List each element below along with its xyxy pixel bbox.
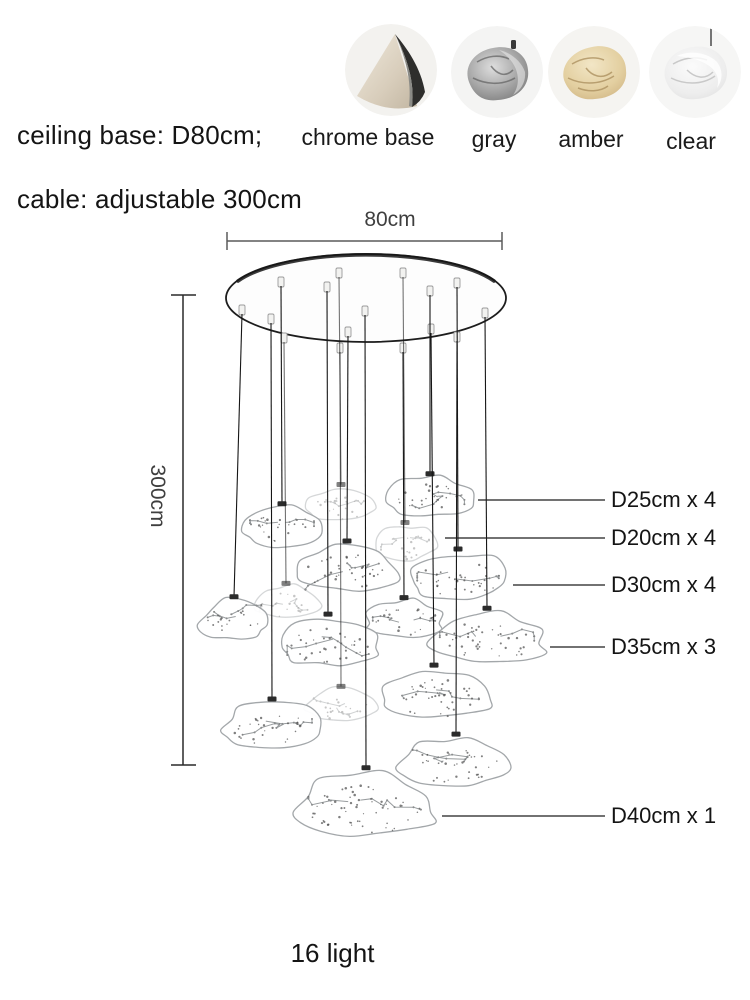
glass-cloud-pendant <box>376 527 438 561</box>
size-label-d20: D20cm x 4 <box>611 525 717 550</box>
pendant-cap <box>452 732 461 737</box>
swatch-label-clear: clear <box>666 128 716 154</box>
size-label-d40: D40cm x 1 <box>611 803 717 828</box>
spec-cable-length: cable: adjustable 300cm <box>17 184 303 214</box>
glass-cloud-pendant <box>366 598 443 637</box>
canopy-connector <box>362 306 368 316</box>
pendant-cap <box>454 547 463 552</box>
pendant-cap <box>426 471 435 476</box>
pendant-cap <box>324 612 333 617</box>
pendant-cap <box>430 663 439 668</box>
glass-cloud-pendant <box>411 555 506 599</box>
swatch-label-amber: amber <box>558 126 624 152</box>
swatch-label-chrome-base: chrome base <box>301 124 435 150</box>
canopy-connector <box>345 327 351 337</box>
pendant-cap <box>400 595 409 600</box>
glass-cloud-pendant <box>427 610 547 661</box>
size-label-d35: D35cm x 3 <box>611 634 717 659</box>
pendant-cap <box>282 581 291 586</box>
size-label-d30: D30cm x 4 <box>611 572 717 597</box>
width-dimension-label: 80cm <box>364 208 416 231</box>
glass-cloud-pendant <box>221 702 321 748</box>
height-dimension-label: 300cm <box>146 464 169 528</box>
canopy-connector <box>239 305 245 315</box>
pendant-cap <box>230 594 239 599</box>
width-dimension-line <box>227 232 502 250</box>
pendant-cap <box>401 520 410 525</box>
pendant-cap <box>268 696 277 701</box>
canopy-connector <box>400 268 406 278</box>
canopy-connector <box>336 268 342 278</box>
glass-cloud-pendant <box>386 475 474 516</box>
height-dimension-line <box>171 295 196 765</box>
light-count-label: 16 light <box>290 938 375 968</box>
glass-cloud-pendant <box>396 738 511 787</box>
canopy-connector <box>281 333 287 343</box>
canopy-connector <box>428 324 434 334</box>
canopy-connector <box>454 278 460 288</box>
pendant-cap <box>343 539 352 544</box>
canopy-connector <box>324 282 330 292</box>
canopy-connector <box>268 314 274 324</box>
pendant-cap <box>483 606 492 611</box>
pendant-cap <box>337 684 346 689</box>
size-label-d25: D25cm x 4 <box>611 487 717 512</box>
canopy-connector <box>427 286 433 296</box>
spec-ceiling-base: ceiling base: D80cm; <box>17 120 263 150</box>
ceiling-base-canopy <box>226 254 506 342</box>
glass-cloud-pendant <box>282 619 379 666</box>
pendant-cap <box>337 482 346 487</box>
suspension-cable <box>230 314 243 599</box>
pendant-cap <box>362 765 371 770</box>
canopy-connector <box>482 308 488 318</box>
canopy-connector <box>278 277 284 287</box>
glass-cloud-pendant <box>382 671 492 717</box>
swatch-label-gray: gray <box>471 126 517 152</box>
suspension-cable <box>282 342 291 586</box>
